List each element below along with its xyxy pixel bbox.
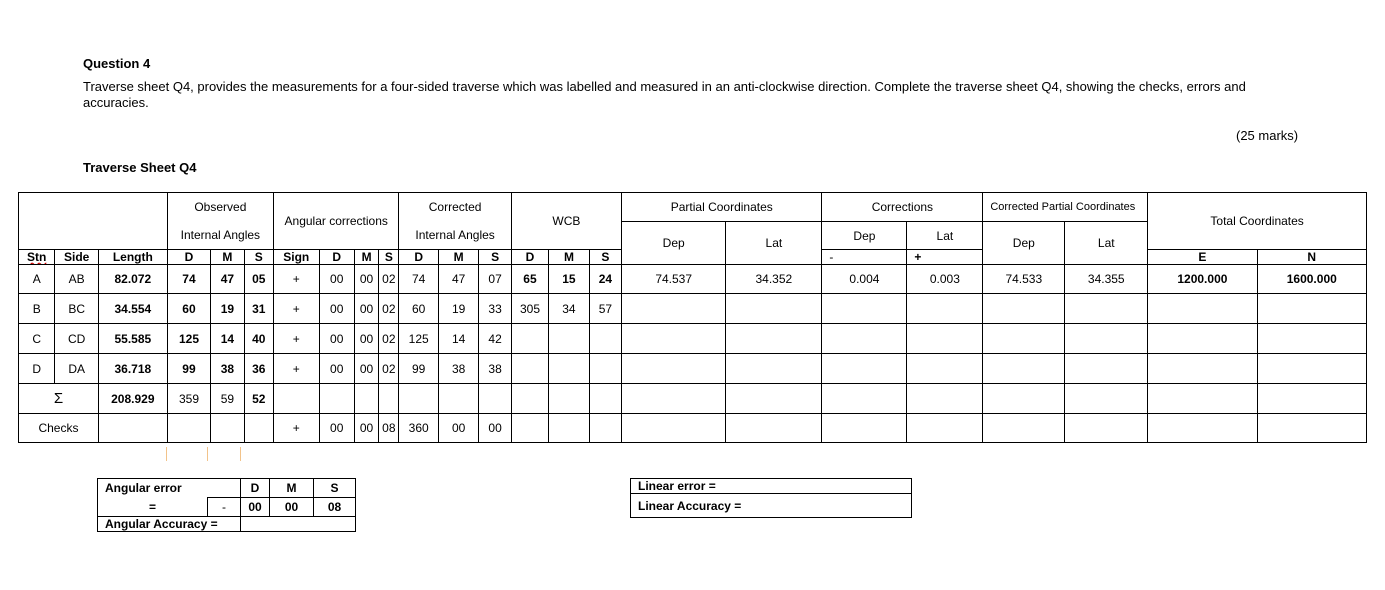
correction-dep-cell — [822, 324, 907, 354]
empty-cell — [244, 414, 273, 443]
empty-cell — [589, 384, 621, 414]
empty-cell — [319, 384, 354, 414]
corrected-m-cell: 47 — [438, 265, 478, 294]
checks-corr-d-cell: 00 — [319, 414, 354, 443]
table-row — [19, 265, 1367, 294]
corr-d-cell: 00 — [319, 354, 354, 384]
checks-corrected-s-cell: 00 — [479, 414, 511, 443]
corrected-dep-cell — [983, 324, 1065, 354]
wcb-d-cell — [511, 324, 548, 354]
stn-cell: D — [19, 354, 55, 384]
correction-dep-cell — [822, 294, 907, 324]
empty-cell — [822, 384, 907, 414]
empty-cell — [622, 384, 726, 414]
easting-cell — [1148, 354, 1257, 384]
wcb-s-cell — [589, 324, 621, 354]
correction-lat-cell — [907, 324, 983, 354]
correction-lat-cell — [907, 354, 983, 384]
corrected-lat-cell — [1065, 294, 1148, 324]
observed-header: Observed — [167, 193, 273, 222]
corr-m-header: M — [354, 250, 378, 265]
easting-cell — [1148, 294, 1257, 324]
linear-error-label: Linear error = — [631, 479, 912, 494]
partial-dep-cell — [622, 294, 726, 324]
empty-cell — [167, 414, 211, 443]
length-cell: 82.072 — [98, 265, 167, 294]
ang-s-value: 08 — [314, 498, 356, 517]
question-title: Question 4 — [83, 56, 151, 71]
guide-line — [166, 447, 167, 461]
angular-error-sign: - — [208, 498, 241, 517]
checks-corr-m-cell: 00 — [354, 414, 378, 443]
corrected-s-cell: 42 — [479, 324, 511, 354]
ang-m-value: 00 — [270, 498, 314, 517]
obs-d-cell: 99 — [167, 354, 211, 384]
angular-accuracy-label: Angular Accuracy = — [98, 517, 241, 532]
empty-cell — [907, 384, 983, 414]
wcb-m-cell: 15 — [549, 265, 589, 294]
stn-cell: B — [19, 294, 55, 324]
table-row — [19, 324, 1367, 354]
partial-lat-cell — [726, 294, 822, 324]
empty-cell — [822, 414, 907, 443]
wcb-d-cell: 65 — [511, 265, 548, 294]
corr-s-header: S — [379, 250, 399, 265]
side-header: Side — [55, 250, 99, 265]
obs-s-cell: 40 — [244, 324, 273, 354]
side-cell: DA — [55, 354, 99, 384]
obs-m-cell: 19 — [211, 294, 244, 324]
angular-error-table — [97, 478, 356, 532]
wcb-m-cell: 34 — [549, 294, 589, 324]
empty-cell — [549, 384, 589, 414]
sum-m-cell: 59 — [211, 384, 244, 414]
empty-cell — [589, 414, 621, 443]
wcb-header: WCB — [511, 193, 621, 250]
ang-m-header: M — [270, 479, 314, 498]
side-cell: BC — [55, 294, 99, 324]
empty-cell — [622, 414, 726, 443]
corrected-dep-cell — [983, 354, 1065, 384]
empty-cell — [511, 414, 548, 443]
obs-m-cell: 14 — [211, 324, 244, 354]
total-coordinates-header: Total Coordinates — [1148, 193, 1367, 250]
northing-cell — [1257, 354, 1366, 384]
linear-accuracy-label: Linear Accuracy = — [631, 494, 912, 518]
sigma-symbol: Σ — [19, 384, 99, 414]
correction-lat-cell — [907, 294, 983, 324]
wcb-d-header: D — [511, 250, 548, 265]
partial-dep-cell — [622, 354, 726, 384]
corrected-s-cell: 07 — [479, 265, 511, 294]
corrected-m-cell: 19 — [438, 294, 478, 324]
table-row — [19, 354, 1367, 384]
partial-coordinates-header: Partial Coordinates — [622, 193, 822, 222]
wcb-d-cell — [511, 354, 548, 384]
side-cell: CD — [55, 324, 99, 354]
corrected-s-cell: 33 — [479, 294, 511, 324]
corrected-lat-header: Lat — [1065, 222, 1148, 265]
empty-cell — [1065, 384, 1148, 414]
partial-lat-cell: 34.352 — [726, 265, 822, 294]
angular-accuracy-value — [241, 517, 356, 532]
partial-dep-header: Dep — [622, 222, 726, 265]
corrected-m-header: M — [438, 250, 478, 265]
empty-cell — [549, 414, 589, 443]
corrected-s-cell: 38 — [479, 354, 511, 384]
empty-cell — [726, 384, 822, 414]
empty-cell — [98, 414, 167, 443]
sign-cell: + — [273, 294, 319, 324]
ang-d-header: D — [241, 479, 270, 498]
stn-header: Stn — [19, 250, 55, 265]
partial-lat-header: Lat — [726, 222, 822, 265]
stn-cell: C — [19, 324, 55, 354]
empty-cell — [354, 384, 378, 414]
obs-s-cell: 05 — [244, 265, 273, 294]
corr-m-cell: 00 — [354, 294, 378, 324]
empty-cell — [1148, 384, 1257, 414]
empty-cell — [399, 384, 438, 414]
e-header: E — [1148, 250, 1257, 265]
checks-corrected-m-cell: 00 — [438, 414, 478, 443]
corrected-d-cell: 125 — [399, 324, 438, 354]
corrections-dep-header: Dep — [822, 222, 907, 250]
empty-cell — [726, 414, 822, 443]
angular-error-equals: = — [98, 498, 208, 517]
corrected-dep-cell: 74.533 — [983, 265, 1065, 294]
sign-cell: + — [273, 354, 319, 384]
corr-m-cell: 00 — [354, 354, 378, 384]
length-cell: 55.585 — [98, 324, 167, 354]
corr-m-cell: 00 — [354, 324, 378, 354]
obs-d-cell: 60 — [167, 294, 211, 324]
question-text: Traverse sheet Q4, provides the measurements for a four-sided traverse which was labelled and measured in an anti-clockwise direction. Complete the traverse sheet Q4, showing the checks, errors and accuracies. — [83, 79, 1246, 110]
corrections-lat-header: Lat — [907, 222, 983, 250]
corr-d-cell: 00 — [319, 265, 354, 294]
obs-s-cell: 36 — [244, 354, 273, 384]
empty-cell — [983, 414, 1065, 443]
corr-s-cell: 02 — [379, 294, 399, 324]
obs-d-cell: 74 — [167, 265, 211, 294]
obs-m-cell: 47 — [211, 265, 244, 294]
corr-m-cell: 00 — [354, 265, 378, 294]
corr-d-cell: 00 — [319, 294, 354, 324]
corr-d-cell: 00 — [319, 324, 354, 354]
obs-s-header: S — [244, 250, 273, 265]
wcb-m-header: M — [549, 250, 589, 265]
stn-cell: A — [19, 265, 55, 294]
obs-m-cell: 38 — [211, 354, 244, 384]
header-row-1 — [19, 193, 1367, 222]
corr-s-cell: 02 — [379, 324, 399, 354]
length-header: Length — [98, 250, 167, 265]
obs-m-header: M — [211, 250, 244, 265]
wcb-s-header: S — [589, 250, 621, 265]
corrected-internal-angles-header: Internal Angles — [399, 222, 511, 250]
checks-corrected-d-cell: 360 — [399, 414, 438, 443]
checks-sign-cell: + — [273, 414, 319, 443]
northing-cell — [1257, 294, 1366, 324]
northing-cell: 1600.000 — [1257, 265, 1366, 294]
ang-d-value: 00 — [241, 498, 270, 517]
length-cell: 36.718 — [98, 354, 167, 384]
guide-line — [240, 447, 241, 461]
sign-cell: + — [273, 324, 319, 354]
corrections-minus-sign: - — [822, 250, 907, 265]
empty-cell — [1257, 414, 1366, 443]
corrections-plus-sign: + — [907, 250, 983, 265]
question-marks: (25 marks) — [1236, 128, 1299, 143]
corrected-d-cell: 99 — [399, 354, 438, 384]
easting-cell: 1200.000 — [1148, 265, 1257, 294]
corrected-s-header: S — [479, 250, 511, 265]
empty-cell — [1065, 414, 1148, 443]
corrected-lat-cell — [1065, 324, 1148, 354]
sum-d-cell: 359 — [167, 384, 211, 414]
corrected-d-cell: 74 — [399, 265, 438, 294]
checks-row — [19, 414, 1367, 443]
internal-angles-header: Internal Angles — [167, 222, 273, 250]
wcb-s-cell: 57 — [589, 294, 621, 324]
table-row — [19, 294, 1367, 324]
corrected-d-header: D — [399, 250, 438, 265]
angular-error-label: Angular error — [98, 479, 241, 498]
empty-cell — [211, 414, 244, 443]
empty-cell — [983, 384, 1065, 414]
correction-dep-cell: 0.004 — [822, 265, 907, 294]
wcb-m-cell — [549, 354, 589, 384]
empty-cell — [907, 414, 983, 443]
blank-header — [19, 193, 168, 250]
wcb-s-cell — [589, 354, 621, 384]
ang-s-header: S — [314, 479, 356, 498]
corrected-lat-cell: 34.355 — [1065, 265, 1148, 294]
corrected-dep-header: Dep — [983, 222, 1065, 265]
empty-cell — [1148, 414, 1257, 443]
wcb-s-cell: 24 — [589, 265, 621, 294]
empty-cell — [1257, 384, 1366, 414]
checks-label: Checks — [19, 414, 99, 443]
corrected-dep-cell — [983, 294, 1065, 324]
corrected-m-cell: 14 — [438, 324, 478, 354]
empty-cell — [438, 384, 478, 414]
wcb-d-cell: 305 — [511, 294, 548, 324]
sum-s-cell: 52 — [244, 384, 273, 414]
easting-cell — [1148, 324, 1257, 354]
sum-row — [19, 384, 1367, 414]
checks-corr-s-cell: 08 — [379, 414, 399, 443]
side-cell: AB — [55, 265, 99, 294]
corrected-partial-header: Corrected Partial Coordinates — [983, 193, 1148, 222]
partial-lat-cell — [726, 324, 822, 354]
guide-line — [207, 447, 208, 461]
empty-cell — [511, 384, 548, 414]
corrections-header: Corrections — [822, 193, 983, 222]
empty-cell — [273, 384, 319, 414]
corrected-m-cell: 38 — [438, 354, 478, 384]
sum-length-cell: 208.929 — [98, 384, 167, 414]
corrected-lat-cell — [1065, 354, 1148, 384]
obs-d-header: D — [167, 250, 211, 265]
sign-cell: + — [273, 265, 319, 294]
wcb-m-cell — [549, 324, 589, 354]
empty-cell — [379, 384, 399, 414]
sheet-title: Traverse Sheet Q4 — [83, 160, 197, 175]
obs-s-cell: 31 — [244, 294, 273, 324]
linear-error-table — [630, 478, 912, 518]
correction-dep-cell — [822, 354, 907, 384]
corr-s-cell: 02 — [379, 265, 399, 294]
angular-corrections-header: Angular corrections — [273, 193, 398, 250]
length-cell: 34.554 — [98, 294, 167, 324]
partial-lat-cell — [726, 354, 822, 384]
partial-dep-cell — [622, 324, 726, 354]
corrected-header: Corrected — [399, 193, 511, 222]
traverse-table — [18, 192, 1367, 443]
obs-d-cell: 125 — [167, 324, 211, 354]
corrected-d-cell: 60 — [399, 294, 438, 324]
sign-header: Sign — [273, 250, 319, 265]
correction-lat-cell: 0.003 — [907, 265, 983, 294]
corr-s-cell: 02 — [379, 354, 399, 384]
corr-d-header: D — [319, 250, 354, 265]
n-header: N — [1257, 250, 1366, 265]
northing-cell — [1257, 324, 1366, 354]
empty-cell — [479, 384, 511, 414]
partial-dep-cell: 74.537 — [622, 265, 726, 294]
